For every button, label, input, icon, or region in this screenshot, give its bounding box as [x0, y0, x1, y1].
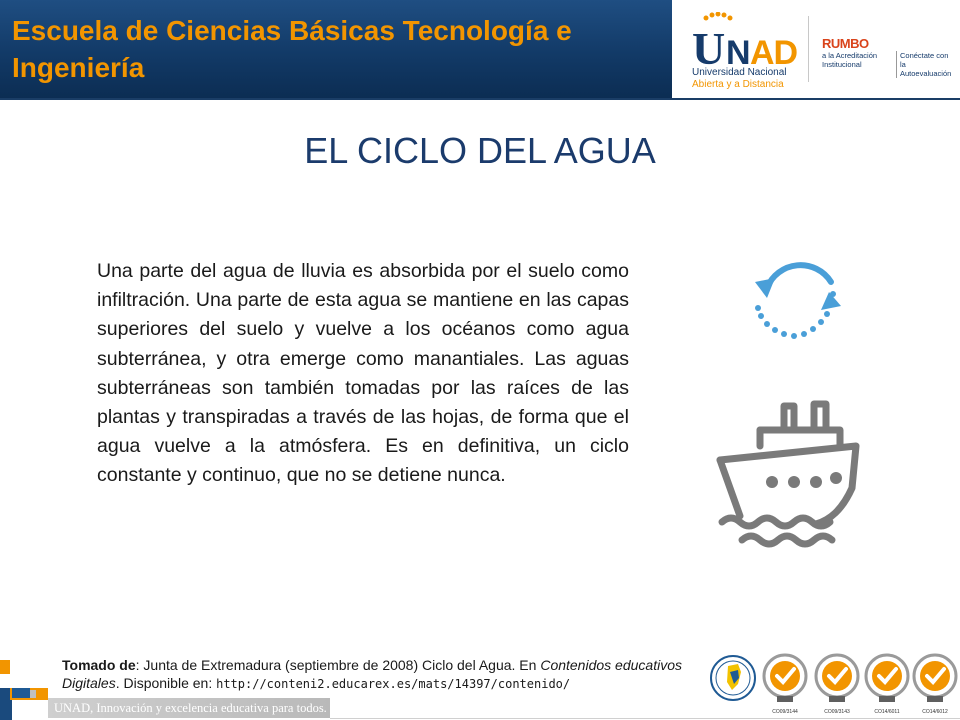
- autoevaluacion-label: [896, 51, 952, 78]
- rumbo-right-line2: Autoevaluación: [900, 69, 952, 78]
- citation-label: Tomado de: [62, 657, 136, 673]
- rumbo-sub-line2: Institucional: [822, 60, 862, 69]
- citation: [62, 656, 702, 693]
- sgs-seal-icon: [862, 650, 912, 716]
- citation-text-1: : Junta de Extremadura (septiembre de 2008) Ciclo del Agua. En: [135, 657, 541, 673]
- rumbo-word: RUMBO: [822, 36, 869, 51]
- cert-label-4: CO14/6012: [922, 709, 948, 715]
- rumbo-right-line1: Conéctate con la: [900, 51, 949, 69]
- cert-label-3: CO14/6011: [874, 709, 900, 715]
- footer-deco-blue: [12, 688, 30, 698]
- cert-label-2: CO09/3143: [824, 709, 850, 715]
- body-paragraph: Una parte del agua de lluvia es absorbida por el suelo como infiltración. Una parte de esta agua se mantiene en las capas superiores del suelo y vuelve a los océanos como agua subterránea, y otra emerge como manantiales. Las aguas subterráneas son también tomadas por las raíces de las plantas y transpiradas a través de las hojas, de forma que el agua vuelve a la atmósfera. Es en definitiva, un ciclo constante y continuo, que no se detiene nunca.: [97, 260, 629, 487]
- unad-logo-subtitle: [692, 67, 787, 91]
- header: [0, 0, 960, 100]
- svg-text:AD: AD: [750, 34, 798, 70]
- sgs-seal-icon: [910, 650, 960, 716]
- rumbo-logo: [822, 36, 952, 76]
- page-title: EL CICLO DEL AGUA: [304, 130, 656, 171]
- header-title: Escuela de Ciencias Básicas Tecnología e Ingeniería: [12, 15, 572, 83]
- rumbo-sub-line1: a la Acreditación: [822, 51, 878, 60]
- citation-text-2: . Disponible en:: [115, 675, 217, 691]
- citation-url[interactable]: http://conteni2.educarex.es/mats/14397/contenido/: [216, 677, 571, 691]
- footer-line: [330, 718, 960, 719]
- sgs-seal-icon: [812, 650, 862, 716]
- ship-icon: [712, 398, 864, 548]
- cert-label-1: CO09/3144: [772, 709, 798, 715]
- footer-deco-orange: [0, 660, 10, 674]
- citation-italic: Contenidos educativos Digitales: [62, 657, 682, 691]
- colombia-seal-icon: [708, 650, 758, 716]
- footer-deco-gray: [30, 690, 36, 698]
- svg-text:N: N: [726, 34, 750, 70]
- svg-text:U: U: [692, 23, 725, 70]
- unad-sub-line1: Universidad Nacional: [692, 67, 787, 78]
- header-divider: [0, 98, 960, 100]
- unad-sub-line2: Abierta y a Distancia: [692, 79, 784, 90]
- unad-logo-icon: [692, 12, 804, 70]
- cycle-arrows-icon: [745, 250, 850, 350]
- sgs-seal-icon: [760, 650, 810, 716]
- footer-slogan: UNAD, Innovación y excelencia educativa para todos.: [54, 701, 327, 715]
- logo-divider: [808, 16, 809, 82]
